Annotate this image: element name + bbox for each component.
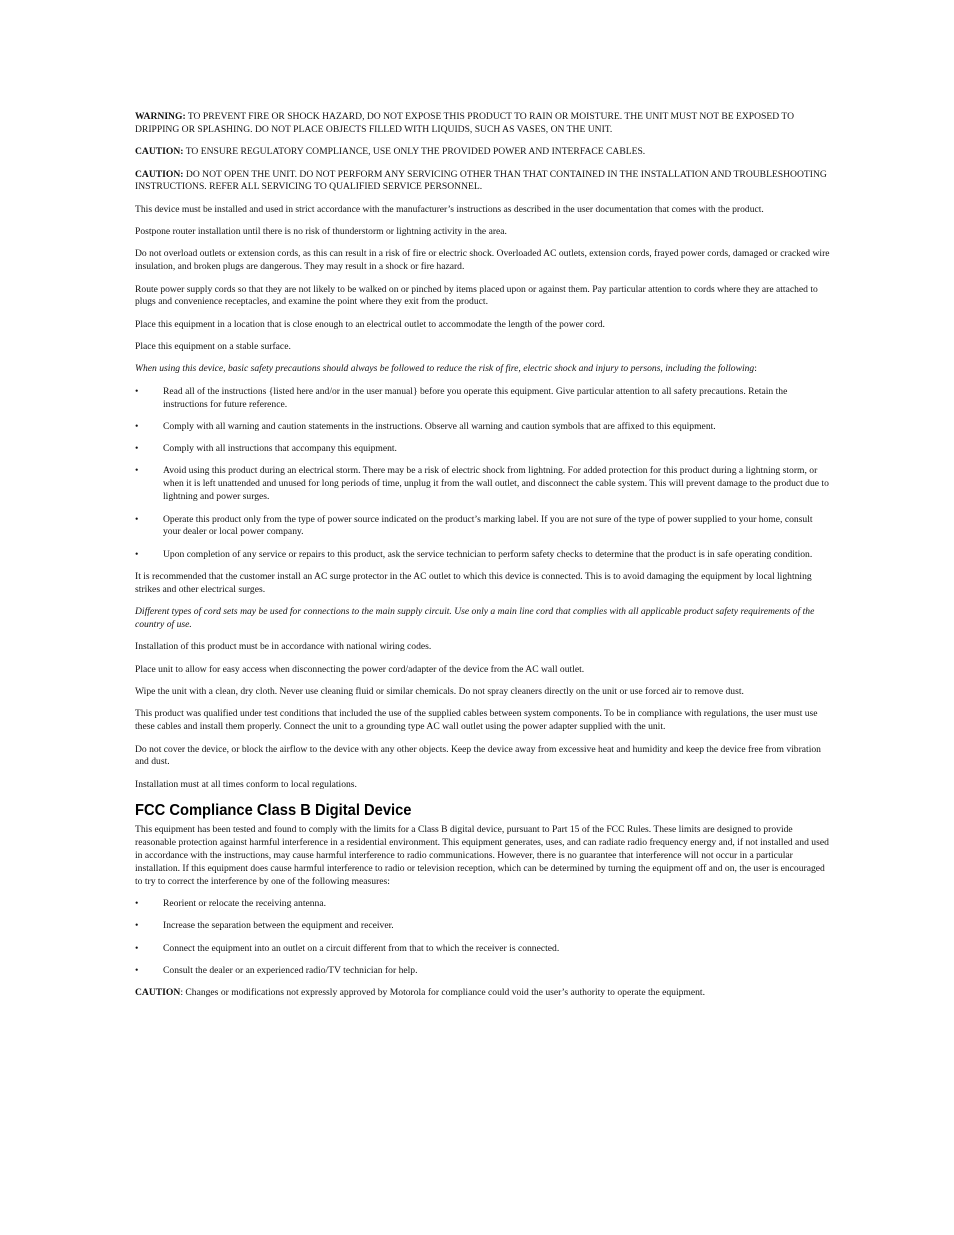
bullet-icon: • bbox=[135, 942, 139, 954]
list-item-text: Reorient or relocate the receiving antenna. bbox=[163, 897, 327, 909]
body-paragraph: This product was qualified under test conditions that included the use of the supplied cables between system components. To be in compliance with regulations, the user must use these cables and install them properly. Connect the unit to a grounding type AC wall outlet using the power adapter supplied with the unit. bbox=[135, 708, 818, 733]
list-item bbox=[135, 549, 831, 562]
body-paragraph: Do not cover the device, or block the airflow to the device with any other objects. Keep the device away from excessive heat and humidity and keep the device free from vibration and dust. bbox=[135, 743, 821, 768]
list-item-text: Consult the dealer or an experienced radio/TV technician for help. bbox=[163, 964, 418, 976]
fcc-section-heading: FCC Compliance Class B Digital Device bbox=[135, 802, 412, 819]
body-paragraph: Route power supply cords so that they are not likely to be walked on or pinched by items placed upon or against them. Pay particular attention to cords where they are attached to plugs and convenience receptacles, and examine the point where they exit from the product. bbox=[135, 283, 818, 308]
bullet-icon: • bbox=[135, 385, 139, 397]
safety-intro-colon: : bbox=[754, 363, 757, 375]
list-item bbox=[135, 898, 831, 911]
body-paragraph: Place this equipment on a stable surface. bbox=[135, 341, 291, 352]
caution-servicing-paragraph bbox=[135, 169, 831, 195]
safety-intro-paragraph bbox=[135, 363, 831, 376]
fcc-intro-paragraph: This equipment has been tested and found to comply with the limits for a Class B digital device, pursuant to Part 15 of the FCC Rules. These limits are designed to provide reasonable protection against harmful interference in a residential environment. This equipment generates, uses, and can radiate radio frequency energy and, if not installed and used in accordance with the instructions, may cause harmful interference to radio communications. However, there is no guarantee that interference will not occur in a particular installation. If this equipment does cause harmful interference to radio or television reception, which can be determined by turning the equipment off and on, the user is encouraged to try to correct the interference by one of the following measures: bbox=[135, 824, 829, 887]
surge-protector-paragraph: It is recommended that the customer install an AC surge protector in the AC outlet to which this device is connected. This is to avoid damaging the equipment by local lightning strikes and other electrical surges. bbox=[135, 571, 812, 595]
warning-paragraph bbox=[135, 111, 831, 137]
caution-text: : Changes or modifications not expressly approved by Motorola for compliance could void the user’s authority to operate the equipment. bbox=[180, 987, 705, 999]
document-page bbox=[135, 111, 831, 1009]
bullet-icon: • bbox=[135, 513, 139, 525]
caution-cables-paragraph bbox=[135, 146, 831, 159]
warning-label: WARNING: bbox=[135, 111, 186, 122]
list-item-text: Upon completion of any service or repairs to this product, ask the service technician to perform safety checks to determine that the product is in safe operating condition. bbox=[163, 548, 813, 560]
list-item-text: Read all of the instructions {listed here and/or in the user manual} before you operate this equipment. Give particular attention to all safety precautions. Retain the instructions for future reference. bbox=[163, 385, 788, 410]
safety-intro-text: When using this device, basic safety precautions should always be followed to reduce the risk of fire, electric shock and injury to persons, including the following bbox=[135, 363, 755, 375]
body-paragraph: This device must be installed and used in strict accordance with the manufacturer’s instructions as described in the user documentation that comes with the product. bbox=[135, 203, 764, 215]
list-item bbox=[135, 965, 831, 978]
fcc-measures-list bbox=[135, 898, 831, 978]
list-item-text: Comply with all instructions that accompany this equipment. bbox=[163, 443, 397, 455]
warning-text: TO PREVENT FIRE OR SHOCK HAZARD, DO NOT EXPOSE THIS PRODUCT TO RAIN OR MOISTURE. THE UNIT MUST NOT BE EXPOSED TO DRIPPING OR SPLASHING. DO NOT PLACE OBJECTS FILLED WITH LIQUIDS, SUCH AS VASES, ON THE UNIT. bbox=[135, 111, 795, 135]
list-item-text: Comply with all warning and caution statements in the instructions. Observe all warning and caution symbols that are affixed to this equipment. bbox=[163, 420, 716, 432]
list-item bbox=[135, 443, 831, 456]
bullet-icon: • bbox=[135, 964, 139, 976]
caution-text: DO NOT OPEN THE UNIT. DO NOT PERFORM ANY SERVICING OTHER THAN THAT CONTAINED IN THE INSTALLATION AND TROUBLESHOOTING INSTRUCTIONS. REFER ALL SERVICING TO QUALIFIED SERVICE PERSONNEL. bbox=[135, 168, 827, 193]
list-item bbox=[135, 514, 831, 540]
body-paragraph: Installation must at all times conform to local regulations. bbox=[135, 778, 357, 790]
body-paragraph: Postpone router installation until there is no risk of thunderstorm or lightning activity in the area. bbox=[135, 226, 507, 237]
bullet-icon: • bbox=[135, 897, 139, 909]
list-item-text: Connect the equipment into an outlet on a circuit different from that to which the receiver is connected. bbox=[163, 942, 560, 954]
cord-sets-paragraph: Different types of cord sets may be used for connections to the main supply circuit. Use only a main line cord that complies with all applicable product safety requirements of the country of use. bbox=[135, 606, 815, 631]
bullet-icon: • bbox=[135, 548, 139, 560]
fcc-caution-paragraph bbox=[135, 987, 831, 1000]
bullet-icon: • bbox=[135, 443, 139, 455]
caution-text: TO ENSURE REGULATORY COMPLIANCE, USE ONLY THE PROVIDED POWER AND INTERFACE CABLES. bbox=[183, 146, 646, 158]
list-item bbox=[135, 943, 831, 956]
body-paragraph: Place unit to allow for easy access when disconnecting the power cord/adapter of the device from the AC wall outlet. bbox=[135, 663, 585, 675]
safety-precautions-list bbox=[135, 386, 831, 562]
body-paragraph: Do not overload outlets or extension cords, as this can result in a risk of fire or electric shock. Overloaded AC outlets, extension cords, frayed power cords, damaged or cracked wire insulation, and broken plugs are dangerous. They may result in a shock or fire hazard. bbox=[135, 248, 830, 273]
list-item bbox=[135, 920, 831, 933]
body-paragraph: Wipe the unit with a clean, dry cloth. Never use cleaning fluid or similar chemicals. Do not spray cleaners directly on the unit or use forced air to remove dust. bbox=[135, 686, 744, 697]
body-paragraph: Place this equipment in a location that is close enough to an electrical outlet to accommodate the length of the power cord. bbox=[135, 318, 605, 330]
bullet-icon: • bbox=[135, 920, 139, 932]
list-item-text: Avoid using this product during an electrical storm. There may be a risk of electric shock from lightning. For added protection for this product during a lightning storm, or when it is left unattended and unused for long periods of time, unplug it from the wall outlet, and disconnect the cable system. This will prevent damage to the product due to lightning and power surges. bbox=[163, 465, 829, 503]
body-paragraph: Installation of this product must be in accordance with national wiring codes. bbox=[135, 641, 432, 653]
caution-label: CAUTION bbox=[135, 987, 181, 999]
list-item bbox=[135, 421, 831, 434]
caution-label: CAUTION: bbox=[135, 146, 184, 158]
list-item bbox=[135, 465, 831, 504]
bullet-icon: • bbox=[135, 465, 139, 477]
list-item bbox=[135, 386, 831, 412]
list-item-text: Increase the separation between the equipment and receiver. bbox=[163, 920, 394, 932]
list-item-text: Operate this product only from the type of power source indicated on the product’s marking label. If you are not sure of the type of power supplied to your home, consult your dealer or local power company. bbox=[163, 513, 813, 538]
bullet-icon: • bbox=[135, 420, 139, 432]
caution-label: CAUTION: bbox=[135, 168, 184, 180]
